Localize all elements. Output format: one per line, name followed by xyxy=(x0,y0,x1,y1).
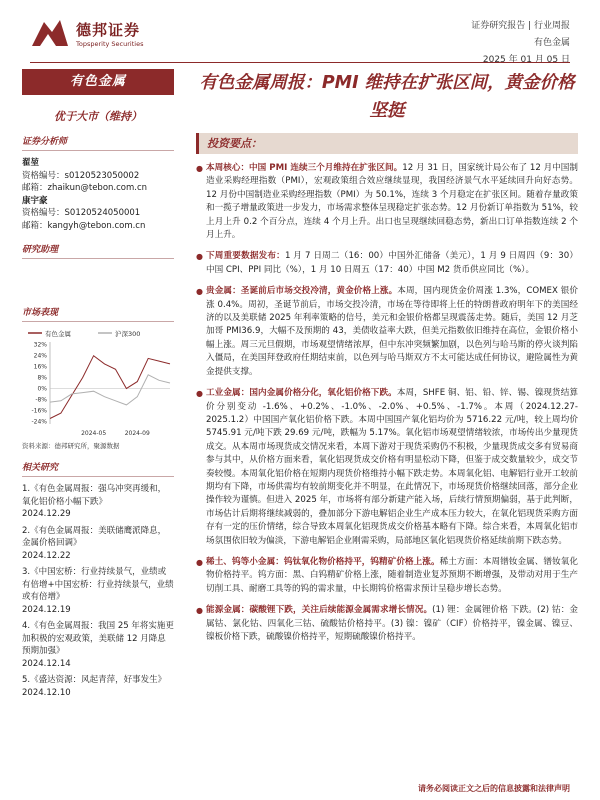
bullet-icon: ● xyxy=(196,287,203,297)
investment-heading: 投资要点： xyxy=(196,133,578,154)
related-item[interactable]: 4.《有色金属周报：我国 25 年将实施更加积极的宏观政策，美联储 12 月降息预期加强》 2024.12.14 xyxy=(22,621,174,669)
y-tick-label: 8% xyxy=(37,374,47,382)
main-content xyxy=(196,69,578,644)
logo-english-name: Topsperity Securities xyxy=(76,40,144,48)
x-tick-label: 2024-09 xyxy=(124,430,150,437)
related-item[interactable]: 2.《有色金属周报：美联储鹰派降息，金属价格回调》 2024.12.22 xyxy=(22,525,167,561)
paragraph: ● 下周重要数据发布：1 月 7 日周二（16：00）中国外汇储备（美元），1 月 9 日周四（9：30）中国 CPI、PPI 同比（%），1 月 10 日周五（17：40）中国 M2 货币供应同比（%）。 xyxy=(196,251,578,275)
bullet-icon: ● xyxy=(196,252,203,262)
related-item[interactable]: 5.《盛达资源：风起青萍，好事发生》 2024.12.10 xyxy=(22,675,167,698)
related-list xyxy=(22,483,174,699)
y-tick-label: 24% xyxy=(33,352,47,360)
paragraph: ● 能源金属：碳酸锂下跌，关注后续能源金属需求增长情况。(1) 锂：金属锂价格 下跌。(2) 钴：金属钴、氯化钴、四氧化三钴、硫酸钴价格持平。(3) 镍：镍矿（CIF）价格持平，镍金属、镍豆、镍板价格下跌，硫酸镍价格持平，短期硫酸镍价格持平。 xyxy=(196,605,578,642)
analyst-name: 康宇豪 xyxy=(22,195,48,206)
sidebar xyxy=(22,69,174,791)
bullet-icon: ● xyxy=(196,557,203,567)
industry-label: 有色金属 xyxy=(533,38,570,48)
logo-chinese-name: 德邦证券 xyxy=(76,21,141,39)
related-item[interactable]: 3.《中国宏桥：行业持续景气，业绩或有倍增+中国宏桥：行业持续景气，业绩或有倍增》 2024.12.19 xyxy=(22,567,174,615)
series-line xyxy=(50,375,170,405)
x-tick-label: 2024-05 xyxy=(81,430,107,437)
series-line xyxy=(50,356,170,419)
header-divider xyxy=(30,62,570,63)
report-date: 2025 年 01 月 05 日 xyxy=(482,55,570,65)
y-tick-label: 32% xyxy=(33,341,47,349)
report-title: 有色金属周报：PMI 维持在扩张区间，黄金价格坚挺 xyxy=(199,73,575,121)
paragraph: ● 工业金属：国内金属价格分化，氧化铝价格下跌。本周，SHFE 铜、铝、铅、锌、锡、镍现货结算价分别变动 -1.6%、+0.2%、-1.0%、-2.0%、+0.5%、-1.7%。本周（2024.12.27-2025.1.2）中国国产氧化铝价格下跌。本周中国国产氧化铝均价为 5716.22 元/吨，较上周均价 5745.91 元/吨下跌 29.69 元/吨，跌幅为 5.17%。氧化铝市场观望情绪较浓，市场传出少量现货成交。从本周市场现货成交情况来看，本周下游对于现货采购仍不积极，少量现货成交多有贸易商参与其中，从价格方面来看，氧化铝现货成交价格有明显松动下降，但鉴于成交数量较少，成交节奏较慢。本周氧化铝价格在短期内现货价格维持小幅下跌走势。本周氧化铝、电解铝行业开工较前期均有下降，市场供需均有较前期变化并不明显，在此情况下，市场现货价格继续回落，部分企业操作较为谨慎。但进入 2025 年，市场将有部分新建产能入场，后续行情预期偏弱，基于此判断，市场估计后期将继续减弱的，叠加部分下游电解铝企业生产成本压力较大，在氧化铝现货采购方面存有一定的压价情绪，综合导致本周氧化铝现货成交价格基本略有下降。综合来看，本周氧化铝市场氛围依旧较为偏淡，下游电解铝企业刚需采购，局部地区氧化铝现货价格延续前期下跌态势。 xyxy=(196,388,578,546)
related-item[interactable]: 1.《有色金属周报：强乌冲突再缓和，氧化铝价格小幅下跌》 2024.12.29 xyxy=(22,484,167,519)
bullet-icon: ● xyxy=(196,164,203,173)
assistant-heading: 研究助理 xyxy=(22,242,174,259)
y-tick-label: 0% xyxy=(37,385,47,393)
legend-label: 沪深300 xyxy=(115,330,141,338)
paragraph: ● 稀土、钨等小金属：钨钛氧化物价格持平，钨精矿价格上涨。稀土方面：本周镨钕金属、镨钕氧化物价格持平。钨方面：黑、白钨精矿价格上涨，随着制造业复苏预期不断增强，及带动对用于生产切削工具、耐磨工具等的钨的需求量，中长期钨价格需求预计呈稳步增长态势。 xyxy=(196,556,578,594)
analyst-name: 翟堃 xyxy=(22,158,40,168)
bullet-icon: ● xyxy=(196,606,203,616)
company-logo xyxy=(30,14,160,54)
sector-box: 有色金属 xyxy=(22,69,174,95)
analyst-heading: 证券分析师 xyxy=(22,134,174,151)
analyst-block xyxy=(22,157,174,232)
related-heading: 相关研究 xyxy=(22,460,174,477)
paragraph: ● 贵金属：圣诞前后市场交投冷清，黄金价格上涨。本周，国内现货金价周涨 1.3%，COMEX 银价涨 0.4%。周初，圣诞节前后，市场交投冷清，市场在等待即将上任的特朗普政府明年下的美国经济的以及美联储 2025 年利率策略的信号，美元和金银价格都呈现震荡走势。随后，美国 12 月芝加哥 PMI36.9，大幅不及预期的 43，美债收益率大跌，但美元指数依旧维持在高位，金银价格小幅上涨。周三元旦假期，市场观望情绪浓厚，但中东冲突频繁加剧，以色列与哈马斯的停火谈判陷入僵局，在美国拜登政府任期结束前，以色列与哈马斯双方不太可能达成任何协议，避险属性为黄金提供支撑。 xyxy=(196,286,578,377)
analyst-cert: 资格编号：S0120524050001 xyxy=(22,208,141,218)
paragraph: ● 本周核心：中国 PMI 连续三个月维持在扩张区间。12 月 31 日，国家统计局公布了 12 月中国制造业采购经理指数（PMI），宏观政策组合效应继续显现，我国经济景气水平延续回升向好态势。12 月份中国制造业采购经理指数（PMI）为 50.1%，连续 3 个月稳定在扩张区间。随着存量政策和一揽子增量政策进一步发力，市场需求整体呈现稳定扩张态势。12 月份新订单指数为 51%，较上月上升 0.2 个百分点，连续 4 个月上升。出口也呈现继续回稳态势，新出口订单指数连续 2 个月上升。 xyxy=(196,163,578,241)
y-tick-label: -16% xyxy=(31,407,47,415)
chart-source: 资料来源：德邦研究所，聚源数据 xyxy=(22,442,120,450)
y-tick-label: 16% xyxy=(33,363,47,371)
disclaimer-footer: 请务必阅读正文之后的信息披露和法律声明 xyxy=(418,784,570,793)
market-heading: 市场表现 xyxy=(22,305,174,322)
market-chart xyxy=(22,326,174,440)
report-type: 证券研究报告 | 行业周报 xyxy=(471,21,570,31)
analyst-cert: 资格编号：s0120523050002 xyxy=(22,170,140,181)
market-chart-svg xyxy=(22,326,174,440)
bullet-icon: ● xyxy=(196,389,203,399)
y-tick-label: -24% xyxy=(31,418,47,426)
analyst-email[interactable]: 邮箱：zhaikun@tebon.com.cn xyxy=(22,183,148,193)
rating: 优于大市（维持） xyxy=(54,110,142,123)
legend-label: 有色金属 xyxy=(45,330,71,338)
y-tick-label: -8% xyxy=(35,396,47,404)
logo-emblem-icon xyxy=(30,18,70,48)
analyst-email[interactable]: 邮箱：kangyh@tebon.com.cn xyxy=(22,220,146,231)
